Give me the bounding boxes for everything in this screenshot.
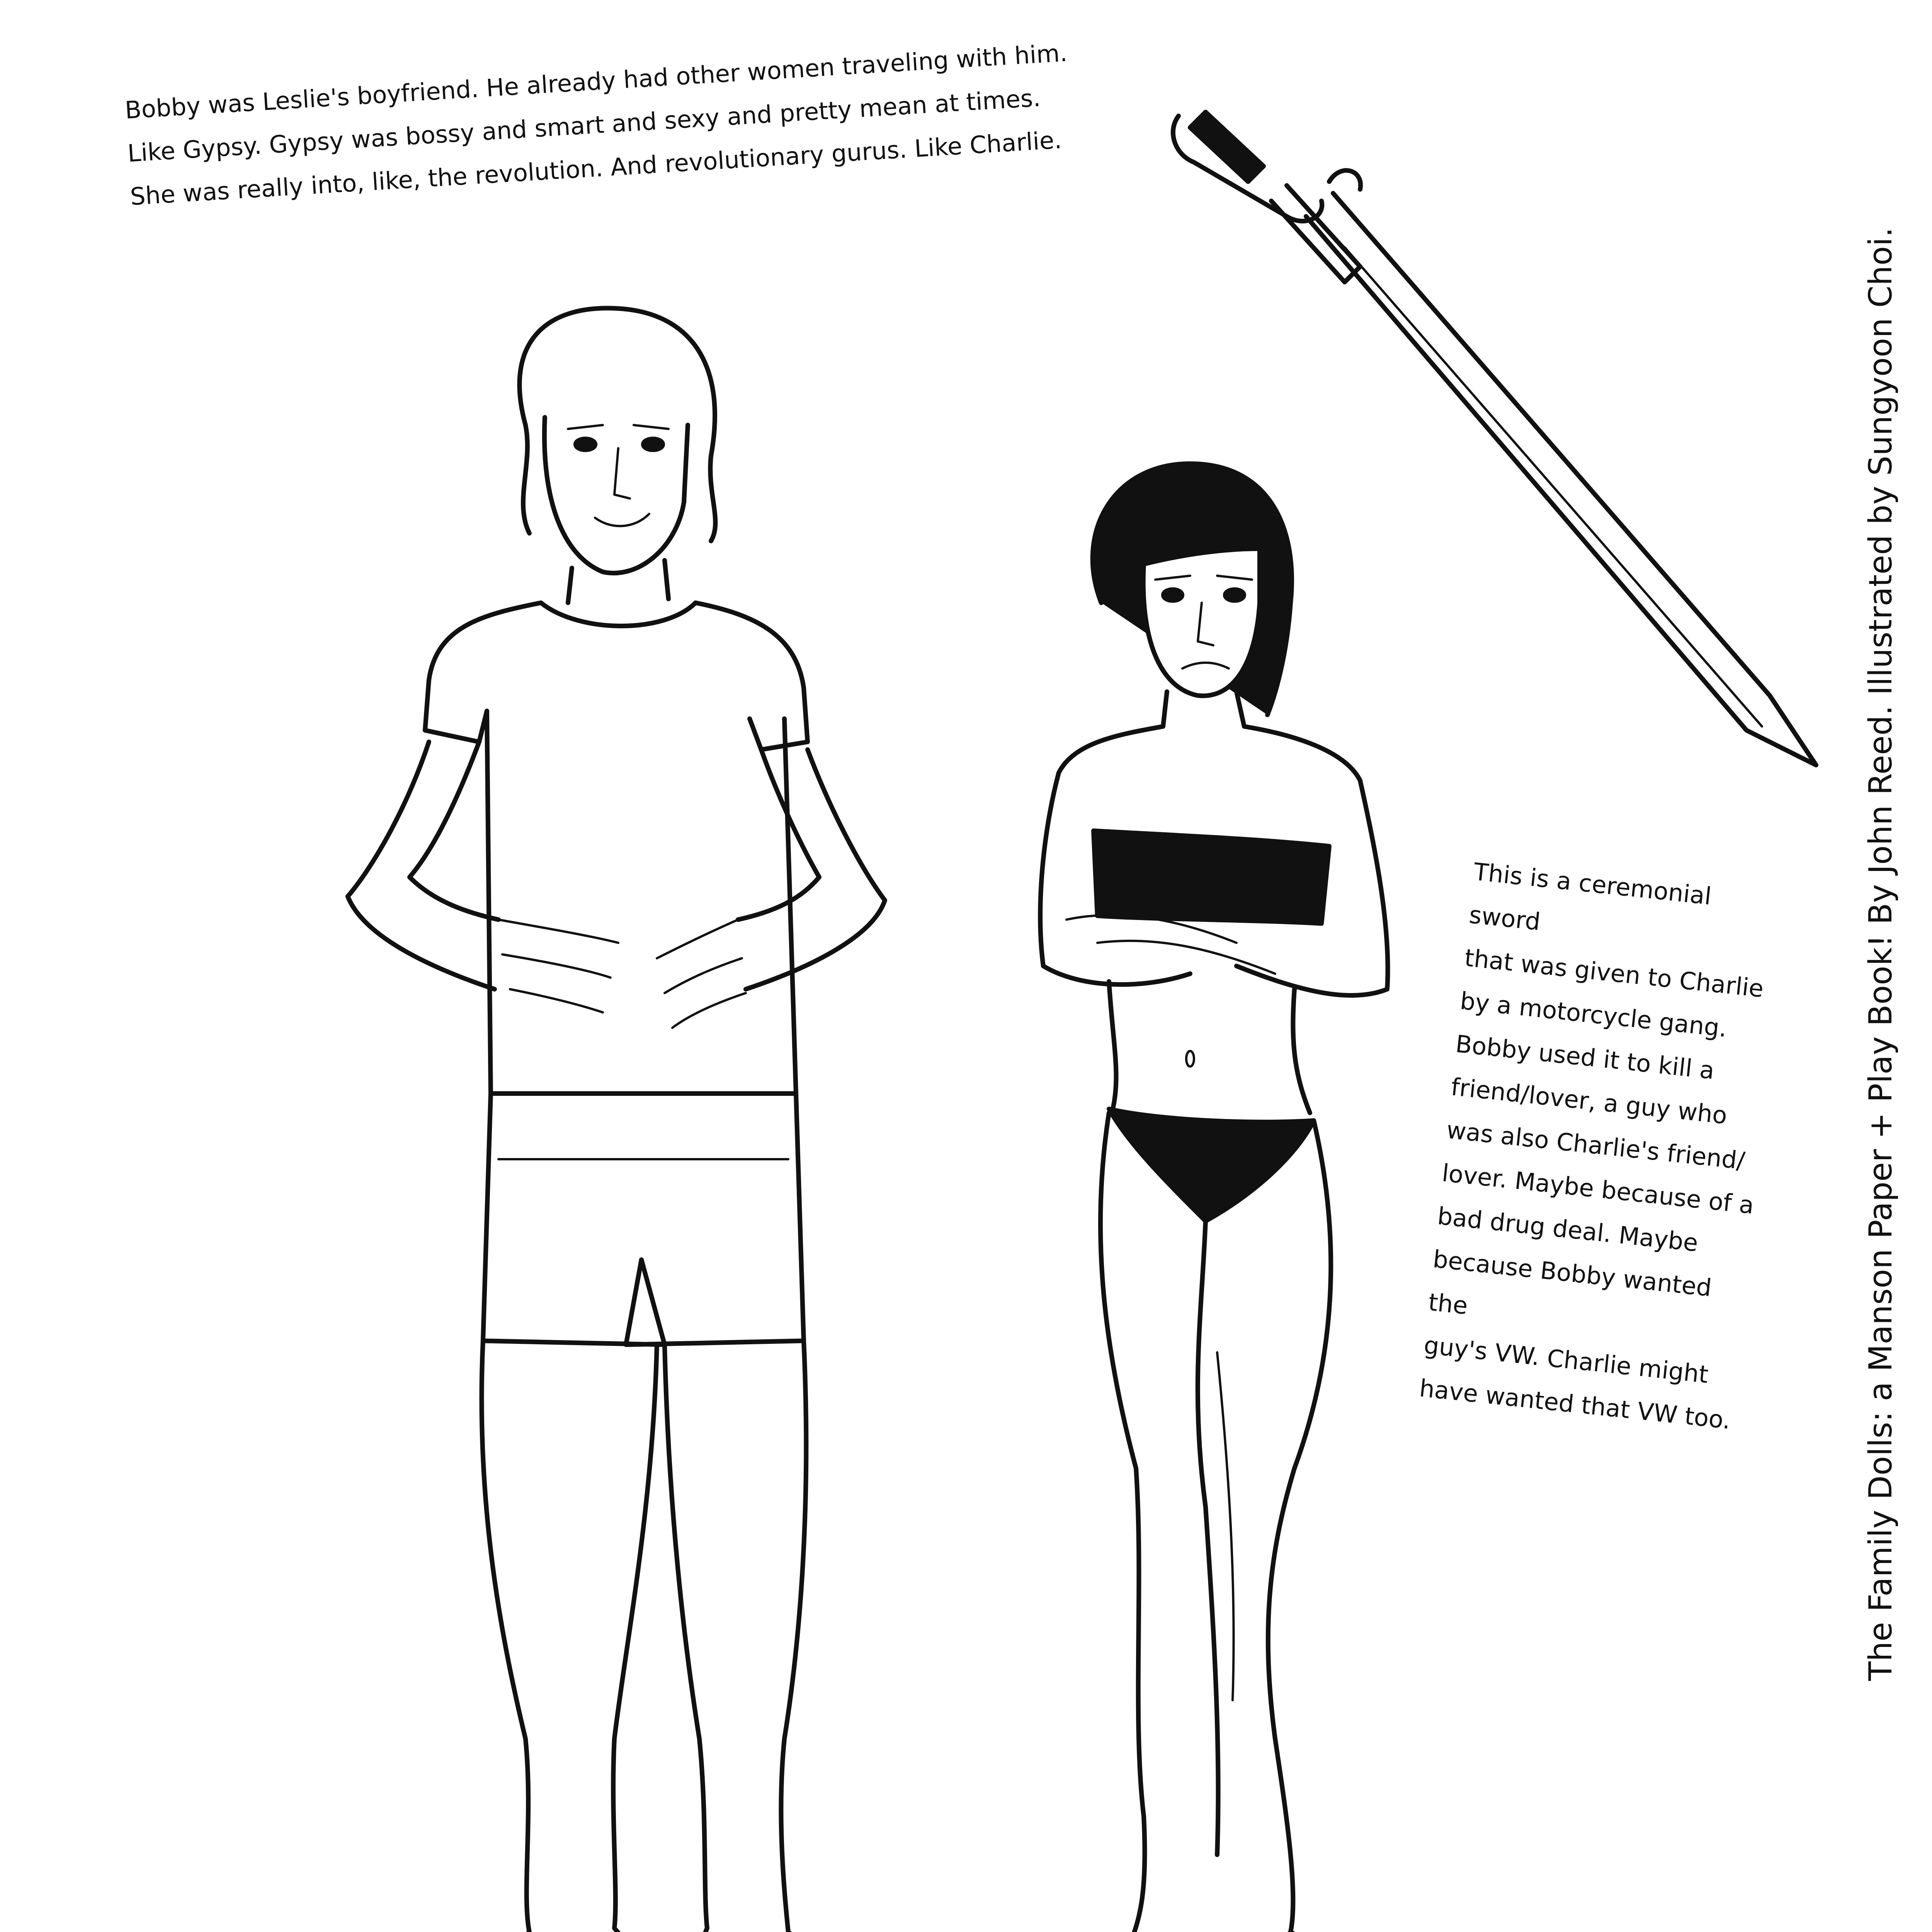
female-figure-illustration: [1040, 464, 1388, 1932]
male-figure-illustration: [348, 308, 885, 1932]
credit-line: The Family Dolls: a Manson Paper + Play Book! By John Reed. Illustrated by Sungyoon Choi.: [1862, 227, 1899, 1681]
bobby-intro-text: Bobby was Leslie's boyfriend. He already had other women traveling with him. Like Gypsy. Gypsy was bossy and smart and sexy and pretty mean at times. She was really into, like, the revolution. And revolutionary gurus. Like Charlie.: [124, 38, 1068, 211]
sword-caption-text: This is a ceremonial sword that was given to Charlie by a motorcycle gang. Bobby used it to kill a friend/lover, a guy who was also Charlie's friend/ lover. Maybe because of a bad drug deal. Maybe because Bobby wanted the guy's VW. Charlie might have wanted that VW too.: [1418, 857, 1765, 1435]
